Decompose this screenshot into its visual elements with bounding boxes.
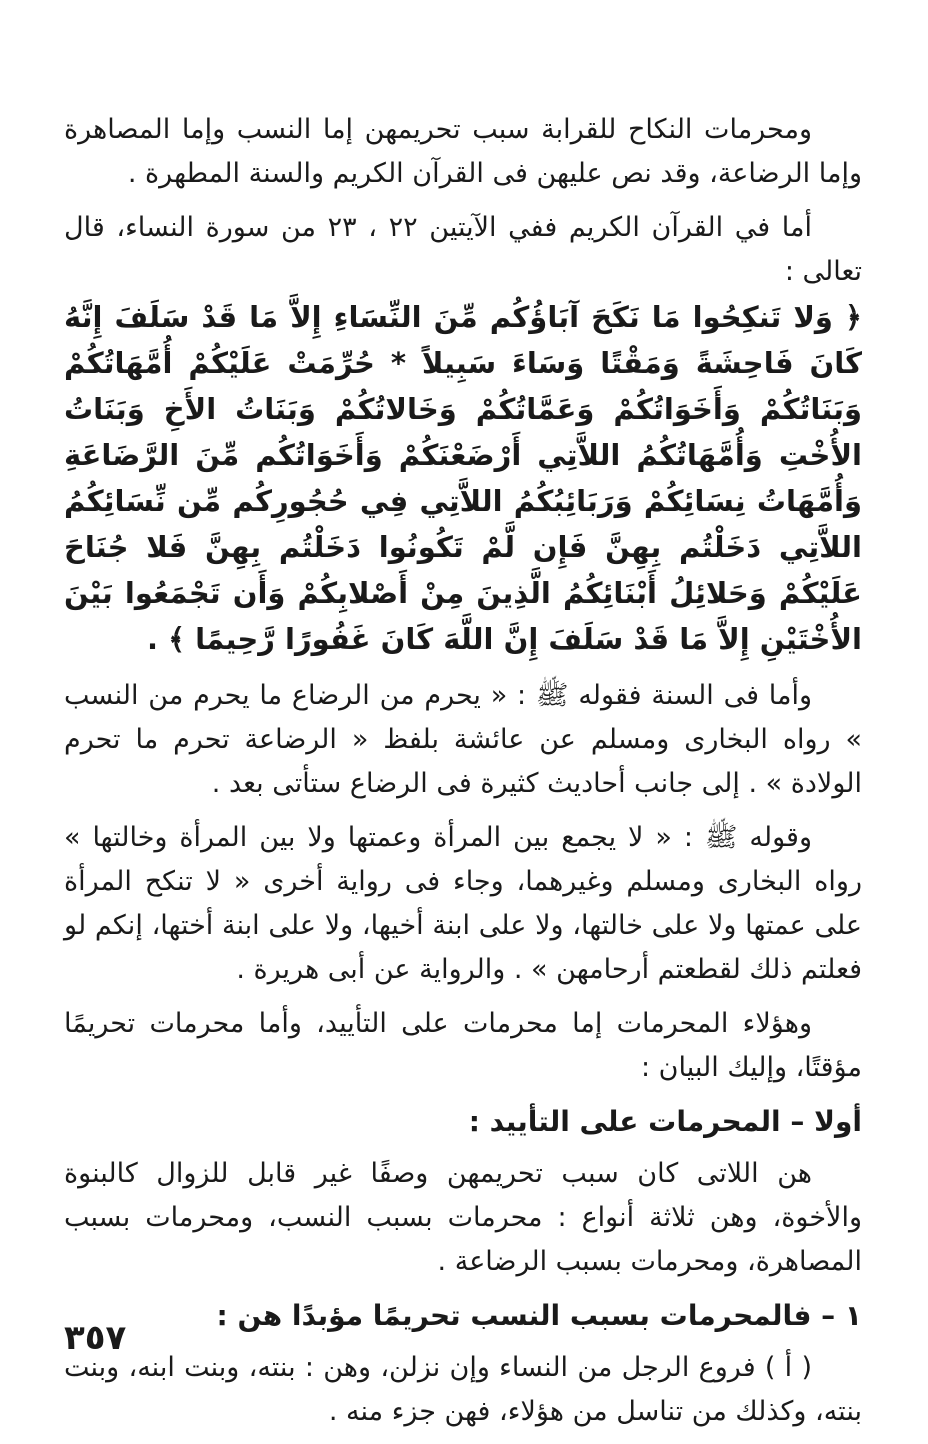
quran-verse: ﴿ وَلا تَنكِحُوا مَا نَكَحَ آبَاؤُكُم مِّنَ النِّسَاءِ إِلاَّ مَا قَدْ سَلَفَ إِنَّهُ كَانَ فَاحِشَةً وَمَقْتًا وَسَاءَ سَبِيلاً * حُرِّمَتْ عَلَيْكُمْ أُمَّهَاتُكُمْ وَبَنَاتُكُمْ وَأَخَوَاتُكُمْ وَعَمَّاتُكُمْ وَخَالاتُكُمْ وَبَنَاتُ الأَخِ وَبَنَاتُ الأُخْتِ وَأُمَّهَاتُكُمُ اللاَّتِي أَرْضَعْنَكُمْ وَأَخَوَاتُكُم مِّنَ الرَّضَاعَةِ وَأُمَّهَاتُ نِسَائِكُمْ وَرَبَائِبُكُمُ اللاَّتِي فِي حُجُورِكُم مِّن نِّسَائِكُمُ اللاَّتِي دَخَلْتُم بِهِنَّ فَإِن لَّمْ تَكُونُوا دَخَلْتُم بِهِنَّ فَلا جُنَاحَ عَلَيْكُمْ وَحَلائِلُ أَبْنَائِكُمُ الَّذِينَ مِنْ أَصْلابِكُمْ وَأَن تَجْمَعُوا بَيْنَ الأُخْتَيْنِ إِلاَّ مَا قَدْ سَلَفَ إِنَّ اللَّهَ كَانَ غَفُورًا رَّحِيمًا ﴾ . xyxy=(64,300,862,656)
paragraph-permanent-definition: هن اللاتى كان سبب تحريمهن وصفًا غير قابل للزوال كالبنوة والأخوة، وهن ثلاثة أنواع : محرمات بسبب النسب، ومحرمات بسبب المصاهرة، ومحرمات بسبب الرضاعة . xyxy=(64,1158,862,1277)
page-body xyxy=(64,108,862,1444)
paragraph-intro: ومحرمات النكاح للقرابة سبب تحريمهن إما النسب وإما المصاهرة وإما الرضاعة، وقد نص عليهن فى القرآن الكريم والسنة المطهرة . xyxy=(64,114,862,189)
paragraph-hadith: وقوله ﷺ : « لا يجمع بين المرأة وعمتها ولا بين المرأة وخالتها » رواه البخارى ومسلم وغيرهما، وجاء فى رواية أخرى « لا تنكح المرأة على عمتها ولا على خالتها، ولا على ابنة أخيها، ولا على ابنة أختها، إنكم لو فعلتم ذلك لقطعتم أرحامهن » . والرواية عن أبى هريرة . xyxy=(64,822,862,985)
paragraph-quran-intro: أما في القرآن الكريم ففي الآيتين ٢٢ ، ٢٣ من سورة النساء، قال تعالى : xyxy=(64,212,862,287)
heading-lineage-prohibitions: ١ – فالمحرمات بسبب النسب تحريمًا مؤبدًا هن : xyxy=(216,1299,862,1332)
paragraph-categories: وهؤلاء المحرمات إما محرمات على التأييد، وأما محرمات تحريمًا مؤقتًا، وإليك البيان : xyxy=(64,1008,862,1083)
page-number: ٣٥٧ xyxy=(64,1318,127,1358)
heading-permanent-prohibitions: أولا – المحرمات على التأييد : xyxy=(468,1105,862,1138)
paragraph-sunnah: وأما فى السنة فقوله ﷺ : « يحرم من الرضاع ما يحرم من النسب » رواه البخارى ومسلم عن عائشة بلفظ « الرضاعة تحرم ما تحرم الولادة » . إلى جانب أحاديث كثيرة فى الرضاع ستأتى بعد . xyxy=(64,680,862,799)
paragraph-descendants: ( أ ) فروع الرجل من النساء وإن نزلن، وهن : بنته، وبنت ابنه، وبنت بنته، وكذلك من تناسل من هؤلاء، فهن جزء منه . xyxy=(64,1352,862,1427)
